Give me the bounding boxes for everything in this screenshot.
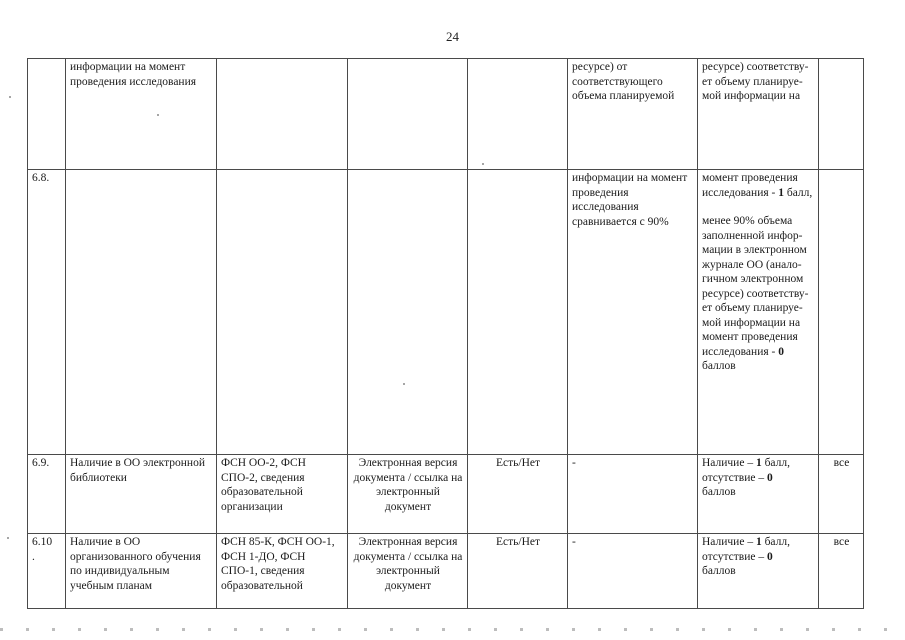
scan-speck [403, 383, 405, 385]
cell-scope: все [819, 455, 864, 534]
page-number: 24 [446, 29, 459, 44]
cell-source: ФСН 85-К, ФСН ОО-1, ФСН 1-ДО, ФСН СПО-1, сведения образовательной [217, 534, 348, 609]
cell-criteria: - [568, 534, 698, 609]
scoring-text: отсутствие – [702, 471, 767, 484]
cell-criteria: ресурсе) от соответствующего объема планируемой [568, 59, 698, 170]
table-row [28, 170, 864, 455]
cell-format: Электронная версия документа / ссылка на электронный документ [348, 534, 468, 609]
table-row [28, 59, 864, 170]
scoring-text: баллов [702, 486, 736, 498]
cell-format: Электронная версия документа / ссылка на электронный документ [348, 455, 468, 534]
cell-num: 6.8. [28, 170, 66, 455]
cell-scoring [698, 170, 819, 455]
scoring-text: баллов [702, 360, 736, 372]
score-value: 1 [778, 186, 784, 199]
cell-scope [819, 170, 864, 455]
cell-format [348, 59, 468, 170]
cell-values: Есть/Нет [468, 534, 568, 609]
scoring-text: баллов [702, 565, 736, 577]
cell-scoring [698, 455, 819, 534]
score-value: 0 [766, 471, 773, 484]
cell-values [468, 59, 568, 170]
scan-speck [7, 537, 9, 539]
scoring-text: момент проведения исследования - [702, 172, 798, 199]
cell-scope: все [819, 534, 864, 609]
scoring-text: Наличие – [702, 457, 756, 469]
scoring-text: балл, [786, 186, 813, 199]
score-value: 0 [778, 345, 784, 358]
cell-indicator: Наличие в ОО электронной библиотеки [66, 455, 217, 534]
cell-num: 6.9. [28, 455, 66, 534]
cell-format [348, 170, 468, 455]
scoring-text: Наличие – [702, 536, 756, 548]
row-number: 6.10 [32, 536, 53, 548]
score-value: 1 [755, 536, 762, 548]
scan-speck [9, 96, 11, 98]
cell-criteria: - [568, 455, 698, 534]
scan-speck [482, 163, 484, 165]
cell-source: ФСН ОО-2, ФСН СПО-2, сведения образовательной организации [217, 455, 348, 534]
cell-source [217, 170, 348, 455]
cell-num [28, 534, 66, 609]
scoring-text: отсутствие – [702, 550, 767, 563]
table-row [28, 455, 864, 534]
cell-criteria: информации на момент проведения исследования сравнивается с 90% [568, 170, 698, 455]
scan-speck [157, 114, 159, 116]
row-number-tail: . [32, 550, 35, 563]
cell-indicator: Наличие в ОО организованного обучения по индивидуальным учебным планам [66, 534, 217, 609]
cell-source [217, 59, 348, 170]
score-value: 1 [755, 457, 762, 469]
cell-values: Есть/Нет [468, 455, 568, 534]
cell-indicator: информации на момент проведения исследования [66, 59, 217, 170]
cell-scope [819, 59, 864, 170]
cell-num [28, 59, 66, 170]
score-value: 0 [766, 550, 773, 563]
scoring-text: менее 90% объема заполненной инфор-мации в электронном журнале ОО (анало-гичном электронном ресурсе) соответству-ет объему планируе-мой информации на момент проведения исследования - [702, 215, 809, 358]
scoring-text: балл, [761, 457, 790, 469]
table-row [28, 534, 864, 609]
indicators-table [27, 58, 864, 609]
cell-scoring [698, 534, 819, 609]
cell-indicator [66, 170, 217, 455]
scoring-text: балл, [761, 536, 790, 548]
scan-edge-artifact [0, 628, 905, 631]
cell-scoring: ресурсе) соответству-ет объему планируе-мой информации на [698, 59, 819, 170]
cell-values [468, 170, 568, 455]
